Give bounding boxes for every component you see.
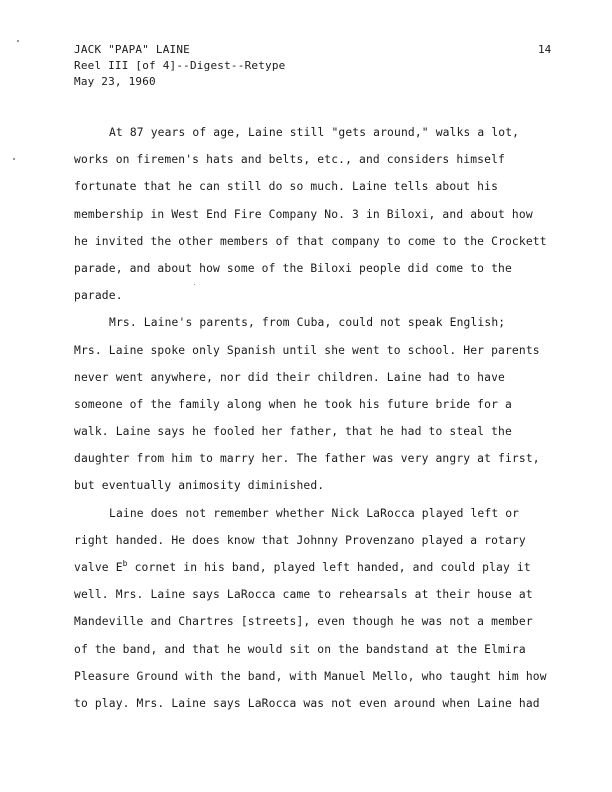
- paragraph-2-line-7: but eventually animosity diminished.: [74, 479, 325, 493]
- header-reel-info: Reel III [of 4]--Digest--Retype: [74, 59, 286, 72]
- paragraph-1-line-6: parade, and about how some of the Biloxi people did come to the: [74, 261, 512, 275]
- paragraph-1-line-7: parade.: [74, 289, 123, 303]
- document-header: [74, 42, 286, 90]
- flat-superscript: b: [122, 559, 128, 569]
- paragraph-2-line-1: Mrs. Laine's parents, from Cuba, could not speak English;: [109, 316, 506, 330]
- header-interviewee: JACK "PAPA" LAINE: [74, 43, 190, 56]
- scan-speck: [13, 158, 15, 160]
- paragraph-1-line-1: At 87 years of age, Laine still "gets around," walks a lot,: [109, 126, 520, 139]
- paragraph-2-line-3: never went anywhere, nor did their children. Laine had to have: [74, 370, 505, 384]
- paragraph-3-line-4: well. Mrs. Laine says LaRocca came to rehearsals at their house at: [74, 588, 533, 602]
- scan-speck: [194, 284, 195, 285]
- paragraph-3-line-7: Pleasure Ground with the band, with Manuel Mello, who taught him how: [74, 669, 547, 683]
- header-date: May 23, 1960: [74, 75, 156, 88]
- paragraph-1-line-5: he invited the other members of that company to come to the Crockett: [74, 234, 547, 248]
- paragraph-3-line-1: Laine does not remember whether Nick LaRocca played left or: [109, 506, 520, 520]
- transcript-body: [74, 124, 574, 722]
- paragraph-2-line-4: someone of the family along when he took his future bride for a: [74, 397, 512, 411]
- scan-speck: [17, 40, 19, 42]
- paragraph-1-line-2: works on firemen's hats and belts, etc., and considers himself: [74, 153, 505, 167]
- paragraph-3-line-6: of the band, and that he would sit on the bandstand at the Elmira: [74, 642, 526, 656]
- paragraph-3-line-3-start: valve E: [74, 561, 123, 574]
- paragraph-1-line-4: membership in West End Fire Company No. 3 in Biloxi, and about how: [74, 207, 533, 221]
- paragraph-3-line-8: to play. Mrs. Laine says LaRocca was not even around when Laine had: [74, 696, 540, 710]
- paragraph-3-line-3-end: cornet in his band, played left handed, and could play it: [127, 561, 531, 574]
- page-number: 14: [538, 43, 552, 56]
- paragraph-1-line-3: fortunate that he can still do so much. Laine tells about his: [74, 180, 499, 194]
- paragraph-3-line-2: right handed. He does know that Johnny Provenzano played a rotary: [74, 533, 526, 547]
- paragraph-2-line-5: walk. Laine says he fooled her father, that he had to steal the: [74, 425, 512, 439]
- paragraph-3-line-5: Mandeville and Chartres [streets], even though he was not a member: [74, 615, 533, 629]
- paragraph-3-line-3: [74, 559, 574, 586]
- paragraph-2-line-6: daughter from him to marry her. The father was very angry at first,: [74, 452, 540, 466]
- paragraph-2-line-2: Mrs. Laine spoke only Spanish until she went to school. Her parents: [74, 343, 540, 357]
